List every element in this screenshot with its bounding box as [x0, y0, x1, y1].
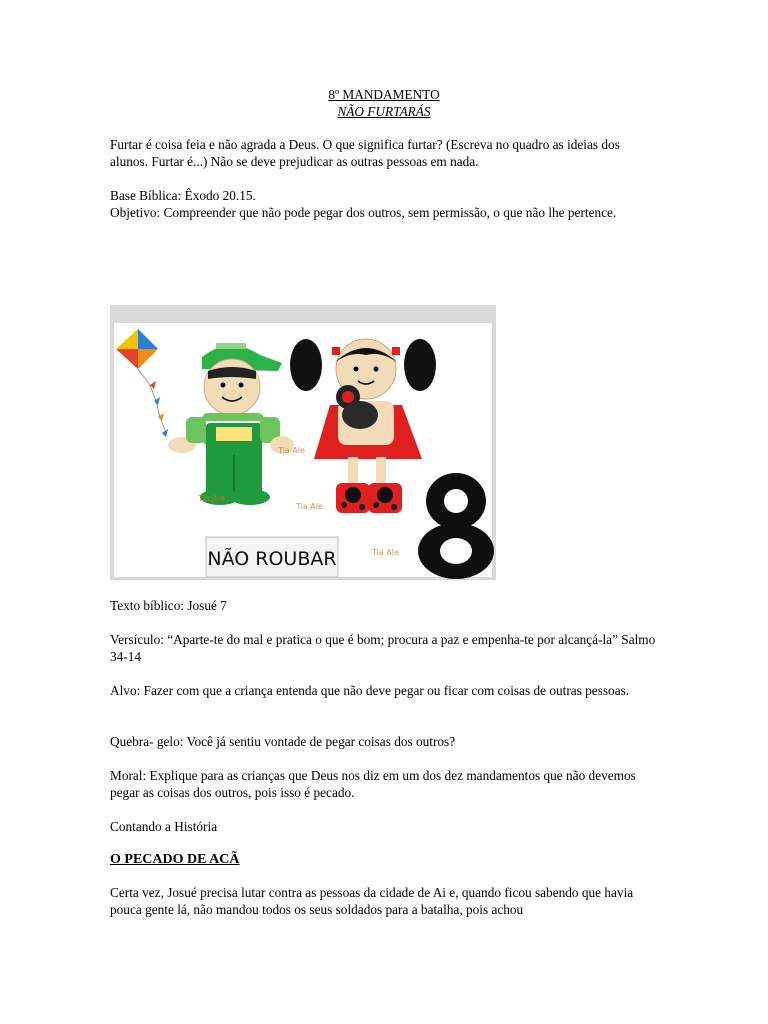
- alvo: Alvo: Fazer com que a criança entenda que não deve pegar ou ficar com coisas de outras pessoas.: [110, 683, 630, 698]
- story-paragraph: Certa vez, Josué precisa lutar contra as pessoas da cidade de Ai e, quando ficou sabendo que havia pouca gente lá, não mandou todos os seus soldados para a batalha, pois achou: [110, 885, 634, 917]
- watermark-4: Tia Ale: [372, 548, 399, 557]
- versiculo: Versículo: “Aparte-te do mal e pratica o que é bom; procura a paz e empenha-te por alcançá-la” Salmo 34-14: [110, 632, 656, 664]
- sign-text: NÃO ROUBAR: [207, 548, 337, 570]
- page-subtitle: NÃO FURTARÁS: [337, 104, 431, 119]
- illustration-svg: [110, 305, 496, 580]
- intro-paragraph: Furtar é coisa feia e não agrada a Deus. O que significa furtar? (Escreva no quadro as ideias dos alunos. Furtar é...) Não se deve prejudicar as outras pessoas em nada.: [110, 137, 620, 169]
- illustration-image: [110, 305, 496, 580]
- watermark-2: Tia Ale: [198, 494, 225, 503]
- base-biblica: Base Bíblica: Êxodo 20.15.: [110, 188, 256, 203]
- story-heading: O PECADO DE ACÃ: [110, 852, 240, 867]
- contando-a-historia: Contando a História: [110, 819, 218, 834]
- moral: Moral: Explique para as crianças que Deus nos diz em um dos dez mandamentos que não devemos pegar as coisas dos outros, pois isso é pecado.: [110, 768, 636, 800]
- quebra-gelo: Quebra- gelo: Você já sentiu vontade de pegar coisas dos outros?: [110, 734, 456, 749]
- watermark-3: Tia Ale: [296, 502, 323, 511]
- watermark-1: Tia Ale: [278, 446, 305, 455]
- page-title: 8º MANDAMENTO: [328, 87, 440, 102]
- objetivo: Objetivo: Compreender que não pode pegar dos outros, sem permissão, o que não lhe pertence.: [110, 205, 617, 220]
- texto-biblico: Texto bíblico: Josué 7: [110, 598, 227, 613]
- title-block: [0, 86, 768, 120]
